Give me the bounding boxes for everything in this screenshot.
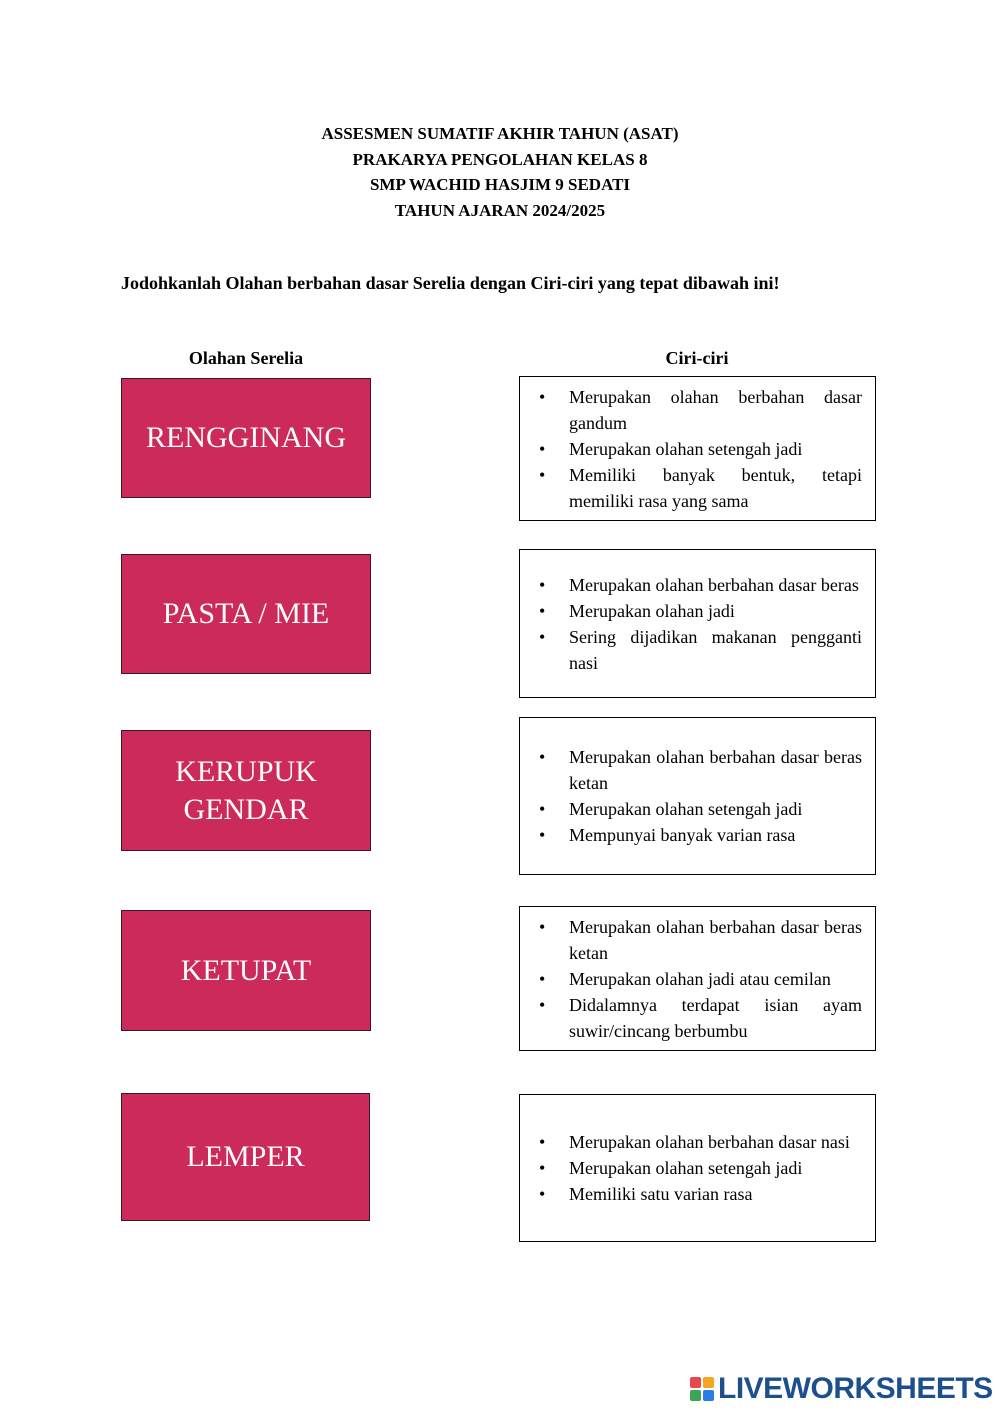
description-bullet: • Sering dijadikan makanan pengganti nasi [538,624,862,676]
match-item-label: KETUPAT [180,953,312,987]
description-box-2[interactable] [519,549,876,698]
description-bullet: • Merupakan olahan berbahan dasar beras ketan [538,744,862,796]
description-bullet: • Mempunyai banyak varian rasa [538,822,862,848]
logo-square-green [690,1390,701,1401]
match-item-label-line2: GENDAR [183,792,309,826]
liveworksheets-logo-icon [690,1377,714,1401]
logo-square-red [690,1377,701,1388]
column-heading-ciri: Ciri-ciri [665,348,729,368]
match-item-ketupat[interactable] [121,910,371,1031]
description-list [538,572,862,676]
match-item-pasta-mie[interactable] [121,554,371,674]
header-line-4: TAHUN AJARAN 2024/2025 [394,200,606,220]
description-box-5[interactable] [519,1094,876,1242]
description-box-1[interactable] [519,376,876,521]
header-line-2: PRAKARYA PENGOLAHAN KELAS 8 [352,149,648,169]
match-item-label: PASTA / MIE [162,597,330,630]
logo-square-orange [703,1377,714,1388]
instruction-text: Jodohkanlah Olahan berbahan dasar Serelia dengan Ciri-ciri yang tepat dibawah ini! [121,273,780,293]
description-bullet: • Merupakan olahan jadi atau cemilan [538,966,862,992]
description-bullet: • Didalamnya terdapat isian ayam suwir/cincang berbumbu [538,992,862,1044]
header-line-3: SMP WACHID HASJIM 9 SEDATI [369,175,631,194]
description-list [538,384,862,514]
description-bullet: • Memiliki banyak bentuk, tetapi memiliki rasa yang sama [538,462,862,514]
column-heading-olahan: Olahan Serelia [188,348,304,368]
description-bullet: • Merupakan olahan berbahan dasar beras ketan [538,914,862,966]
document-header [0,121,1000,223]
match-item-kerupuk-gendar[interactable] [121,730,371,851]
description-list [538,1129,862,1207]
liveworksheets-logo [690,1372,993,1406]
description-bullet: • Merupakan olahan berbahan dasar beras [538,572,862,598]
description-box-4[interactable] [519,906,876,1051]
description-bullet: • Merupakan olahan jadi [538,598,862,624]
description-list [538,914,862,1044]
match-item-label: LEMPER [186,1140,305,1173]
match-item-label: RENGGINANG [146,421,346,454]
description-bullet: • Merupakan olahan berbahan dasar nasi [538,1129,862,1155]
description-bullet: • Merupakan olahan setengah jadi [538,436,862,462]
description-list [538,744,862,848]
logo-square-blue [703,1390,714,1401]
liveworksheets-logo-text: LIVEWORKSHEETS [718,1372,993,1405]
description-bullet: • Memiliki satu varian rasa [538,1181,862,1207]
description-bullet: • Merupakan olahan berbahan dasar gandum [538,384,862,436]
match-item-label: KERUPUK [175,754,317,788]
description-bullet: • Merupakan olahan setengah jadi [538,796,862,822]
header-line-1: ASSESMEN SUMATIF AKHIR TAHUN (ASAT) [321,124,679,143]
description-box-3[interactable] [519,717,876,875]
match-item-rengginang[interactable] [121,378,371,498]
match-item-lemper[interactable] [121,1093,370,1221]
description-bullet: • Merupakan olahan setengah jadi [538,1155,862,1181]
